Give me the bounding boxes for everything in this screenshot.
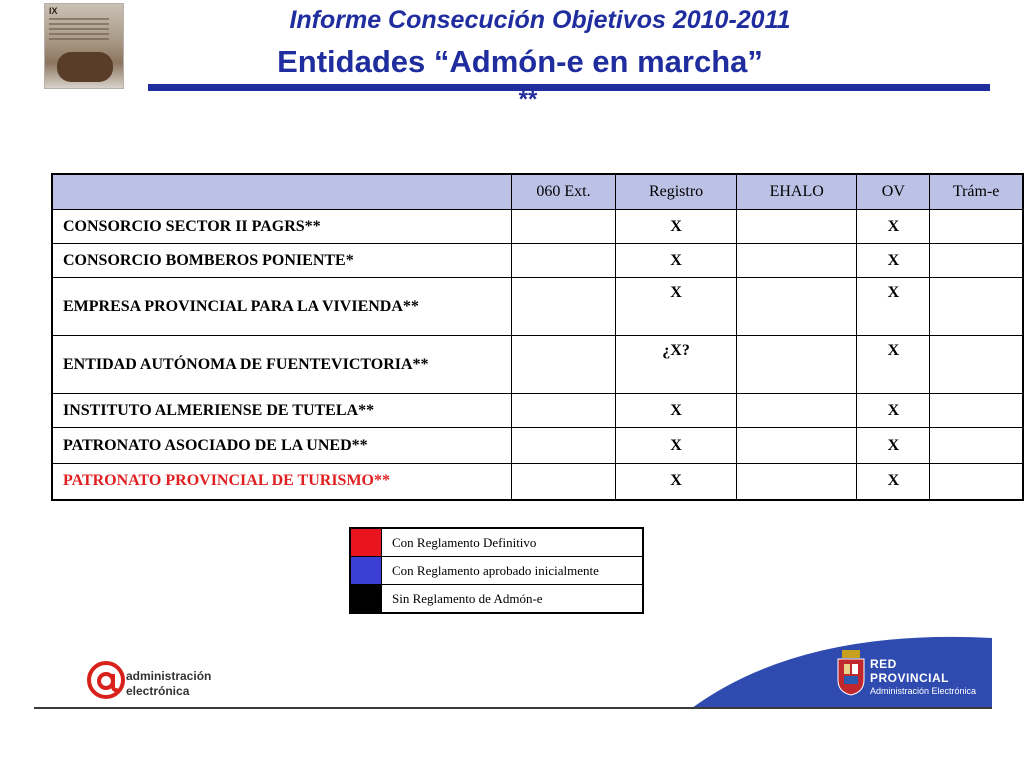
cell-registro: ¿X? bbox=[616, 336, 737, 394]
red-provincial-line3: Administración Electrónica bbox=[870, 686, 977, 696]
column-header-tram: Trám-e bbox=[930, 174, 1023, 210]
ae-logo-line1: administración bbox=[126, 669, 212, 683]
cell-ehalo bbox=[736, 464, 857, 500]
at-sign-icon bbox=[86, 660, 126, 700]
cell-registro: X bbox=[616, 244, 737, 278]
entity-name: CONSORCIO BOMBEROS PONIENTE* bbox=[52, 244, 511, 278]
title-stars: ** bbox=[518, 86, 538, 113]
cell-ov: X bbox=[857, 244, 930, 278]
cell-registro: X bbox=[616, 428, 737, 464]
legend-label: Con Reglamento Definitivo bbox=[382, 528, 644, 557]
cell-registro: X bbox=[616, 210, 737, 244]
legend-label: Con Reglamento aprobado inicialmente bbox=[382, 557, 644, 585]
cell-ehalo bbox=[736, 244, 857, 278]
administracion-electronica-logo bbox=[86, 660, 236, 704]
cell-060 bbox=[511, 210, 616, 244]
table-row bbox=[52, 210, 1023, 244]
cell-060 bbox=[511, 244, 616, 278]
cell-ov: X bbox=[857, 464, 930, 500]
entities-table bbox=[51, 173, 1024, 501]
cell-tram bbox=[930, 428, 1023, 464]
entity-name: PATRONATO ASOCIADO DE LA UNED** bbox=[52, 428, 511, 464]
red-provincial-line1: RED bbox=[870, 657, 897, 671]
table-row bbox=[52, 428, 1023, 464]
entity-name: EMPRESA PROVINCIAL PARA LA VIVIENDA** bbox=[52, 278, 511, 336]
legend-swatch-black bbox=[350, 585, 382, 614]
table-row bbox=[52, 336, 1023, 394]
legend-row bbox=[350, 557, 643, 585]
cell-ov: X bbox=[857, 428, 930, 464]
cell-060 bbox=[511, 336, 616, 394]
cell-060 bbox=[511, 464, 616, 500]
conference-logo-image: IX bbox=[44, 3, 124, 89]
legend-row bbox=[350, 585, 643, 614]
cell-tram bbox=[930, 464, 1023, 500]
cell-ehalo bbox=[736, 428, 857, 464]
coat-of-arms-icon bbox=[836, 650, 866, 696]
red-provincial-line2: PROVINCIAL bbox=[870, 671, 950, 685]
cell-registro: X bbox=[616, 278, 737, 336]
header-blank-cell bbox=[52, 174, 511, 210]
table-row bbox=[52, 278, 1023, 336]
table-row bbox=[52, 464, 1023, 500]
cell-tram bbox=[930, 336, 1023, 394]
legend-swatch-red bbox=[350, 528, 382, 557]
cell-registro: X bbox=[616, 464, 737, 500]
legend-swatch-blue bbox=[350, 557, 382, 585]
entity-name: INSTITUTO ALMERIENSE DE TUTELA** bbox=[52, 394, 511, 428]
legend-row bbox=[350, 528, 643, 557]
legend-table bbox=[349, 527, 644, 614]
cell-tram bbox=[930, 210, 1023, 244]
cell-060 bbox=[511, 278, 616, 336]
column-header-060: 060 Ext. bbox=[511, 174, 616, 210]
cell-tram bbox=[930, 244, 1023, 278]
table-row bbox=[52, 244, 1023, 278]
cell-ehalo bbox=[736, 394, 857, 428]
title-rule bbox=[148, 84, 990, 91]
report-title: Informe Consecución Objetivos 2010-2011 bbox=[289, 6, 791, 34]
cell-ehalo bbox=[736, 210, 857, 244]
ae-logo-line2: electrónica bbox=[126, 684, 190, 698]
cell-ehalo bbox=[736, 278, 857, 336]
cell-ov: X bbox=[857, 394, 930, 428]
table-row bbox=[52, 394, 1023, 428]
column-header-registro: Registro bbox=[616, 174, 737, 210]
cell-ehalo bbox=[736, 336, 857, 394]
cell-060 bbox=[511, 394, 616, 428]
entity-name-highlighted: PATRONATO PROVINCIAL DE TURISMO** bbox=[52, 464, 511, 500]
column-header-ehalo: EHALO bbox=[736, 174, 857, 210]
entity-name: ENTIDAD AUTÓNOMA DE FUENTEVICTORIA** bbox=[52, 336, 511, 394]
cell-tram bbox=[930, 278, 1023, 336]
table-header-row bbox=[52, 174, 1023, 210]
legend-label: Sin Reglamento de Admón-e bbox=[382, 585, 644, 614]
cell-registro: X bbox=[616, 394, 737, 428]
entity-name: CONSORCIO SECTOR II PAGRS** bbox=[52, 210, 511, 244]
slide-title: Entidades “Admón-e en marcha” bbox=[277, 44, 763, 79]
cell-ov: X bbox=[857, 336, 930, 394]
cell-060 bbox=[511, 428, 616, 464]
cell-ov: X bbox=[857, 278, 930, 336]
footer-rule bbox=[34, 707, 992, 709]
cell-ov: X bbox=[857, 210, 930, 244]
cell-tram bbox=[930, 394, 1023, 428]
column-header-ov: OV bbox=[857, 174, 930, 210]
